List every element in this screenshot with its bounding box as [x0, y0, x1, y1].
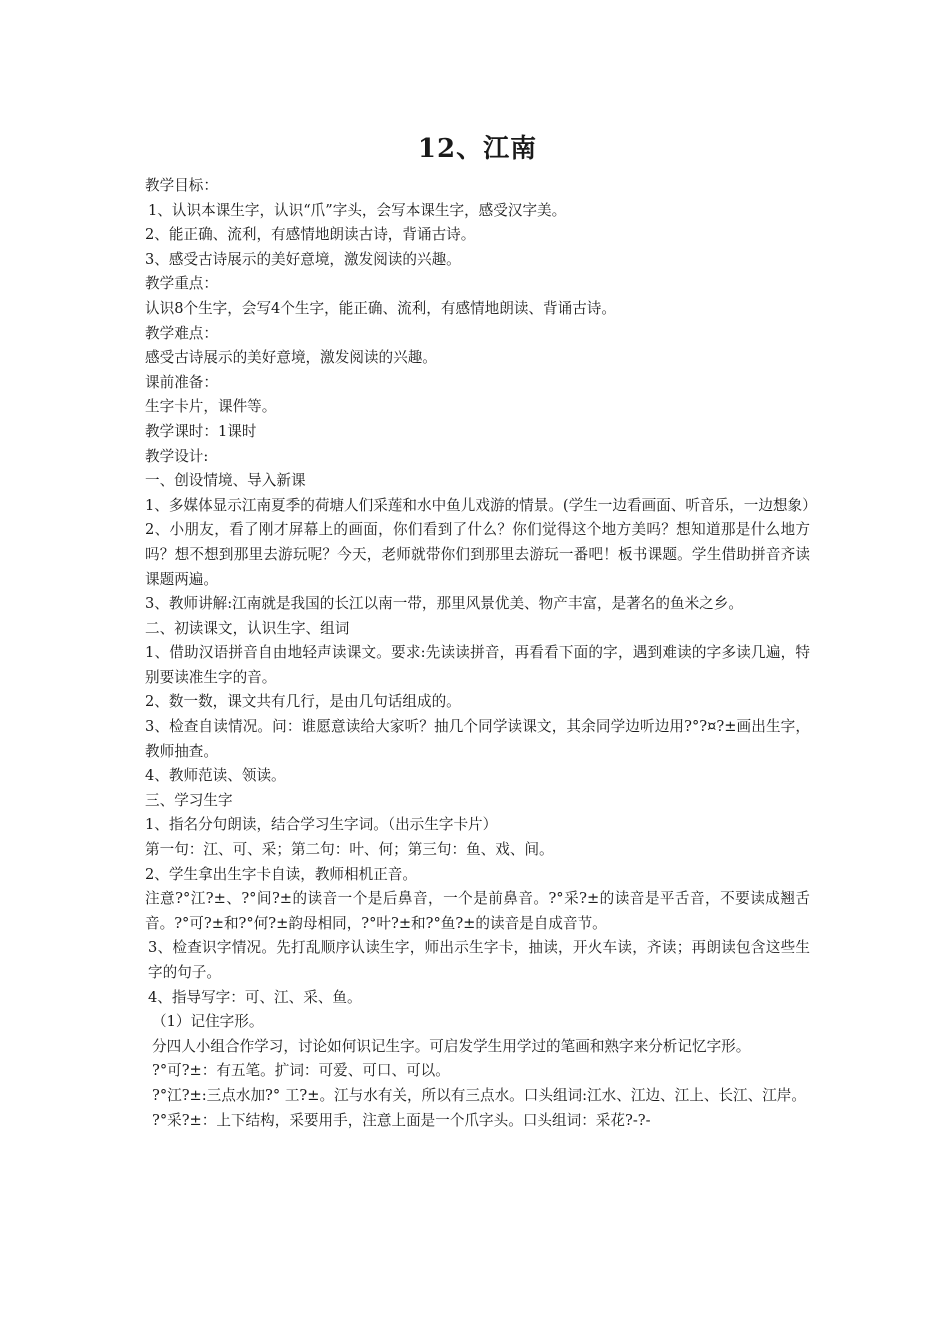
text-line: 分四人小组合作学习，讨论如何识记生字。可启发学生用学过的笔画和熟字来分析记忆字形。: [152, 1037, 751, 1055]
text-line: 3、教师讲解:江南就是我国的长江以南一带，那里风景优美、物产丰富，是著名的鱼米之乡。: [145, 595, 743, 613]
text-line: 2、数一数，课文共有几行，是由几句话组成的。: [145, 693, 461, 711]
text-line: 教学课时：1课时: [145, 422, 257, 440]
text-line: 4、指导写字：可、江、采、鱼。: [148, 988, 362, 1006]
text-line: 1、借助汉语拼音自由地轻声读课文。要求:先读读拼音，再看看下面的字，遇到难读的字多读几遍，特别要读准生字的音。: [145, 644, 810, 686]
text-line: 教学难点：: [145, 324, 218, 342]
text-line: ?°采?±：上下结构，采要用手，注意上面是一个爪字头。口头组词：采花?-?-: [152, 1111, 651, 1129]
text-line: 教学目标：: [145, 177, 218, 194]
text-line: 3、感受古诗展示的美好意境，激发阅读的兴趣。: [145, 250, 461, 268]
text-line: 3、检查识字情况。先打乱顺序认读生字，师出示生字卡，抽读，开火车读，齐读；再朗读包含这些生字的句子。: [148, 939, 810, 981]
text-line: 教学重点：: [145, 275, 218, 293]
text-line: 2、学生拿出生字卡自读，教师相机正音。: [145, 865, 417, 883]
text-line: 1、指名分句朗读，结合学习生字词。（出示生字卡片）: [145, 816, 498, 834]
text-line: 3、检查自读情况。问：谁愿意读给大家听？抽几个同学读课文，其余同学边听边用?°?¤?±画出生字，教师抽查。: [145, 718, 810, 760]
text-line: （1）记住字形。: [152, 1013, 264, 1031]
text-line: 认识8个生字，会写4个生字，能正确、流利，有感情地朗读、背诵古诗。: [145, 299, 616, 317]
text-line: ?°江?±:三点水加?° 工?±。江与水有关，所以有三点水。口头组词:江水、江边、江上、长江、江岸。: [152, 1086, 806, 1104]
text-line: 二、初读课文，认识生字、组词: [145, 619, 350, 637]
text-line: 三、学习生字: [145, 791, 233, 809]
text-line: 1、认识本课生字，认识“爪”字头，会写本课生字，感受汉字美。: [148, 201, 567, 219]
document-page: [145, 130, 817, 1133]
text-line: 一、创设情境、导入新课: [145, 472, 306, 490]
text-line: 课前准备：: [145, 373, 218, 391]
text-line: 生字卡片，课件等。: [145, 398, 277, 416]
document-title: 12、江南: [417, 134, 538, 164]
text-line: 注意?°江?±、?°间?±的读音一个是后鼻音，一个是前鼻音。?°采?±的读音是平舌音，不要读成翘舌音。?°可?±和?°何?±韵母相同，?°叶?±和?°鱼?±的读音是自成音节。: [145, 890, 810, 932]
text-line: 4、教师范读、领读。: [145, 767, 286, 785]
text-line: 教学设计:: [145, 447, 209, 465]
text-line: 2、小朋友，看了刚才屏幕上的画面，你们看到了什么？你们觉得这个地方美吗？想知道那是什么地方吗？想不想到那里去游玩呢？今天，老师就带你们到那里去游玩一番吧！板书课题。学生借助拼音齐读课题两遍。: [145, 521, 810, 588]
document-body: [145, 174, 817, 1133]
text-line: 1、多媒体显示江南夏季的荷塘人们采莲和水中鱼儿戏游的情景。(学生一边看画面、听音乐，一边想象）: [145, 496, 817, 514]
text-line: 第一句：江、可、采；第二句：叶、何；第三句：鱼、戏、间。: [145, 841, 554, 859]
text-line: 2、能正确、流利，有感情地朗读古诗，背诵古诗。: [145, 226, 476, 244]
text-line: 感受古诗展示的美好意境，激发阅读的兴趣。: [145, 349, 437, 367]
text-line: ?°可?±：有五笔。扩词：可爱、可口、可以。: [152, 1062, 450, 1080]
